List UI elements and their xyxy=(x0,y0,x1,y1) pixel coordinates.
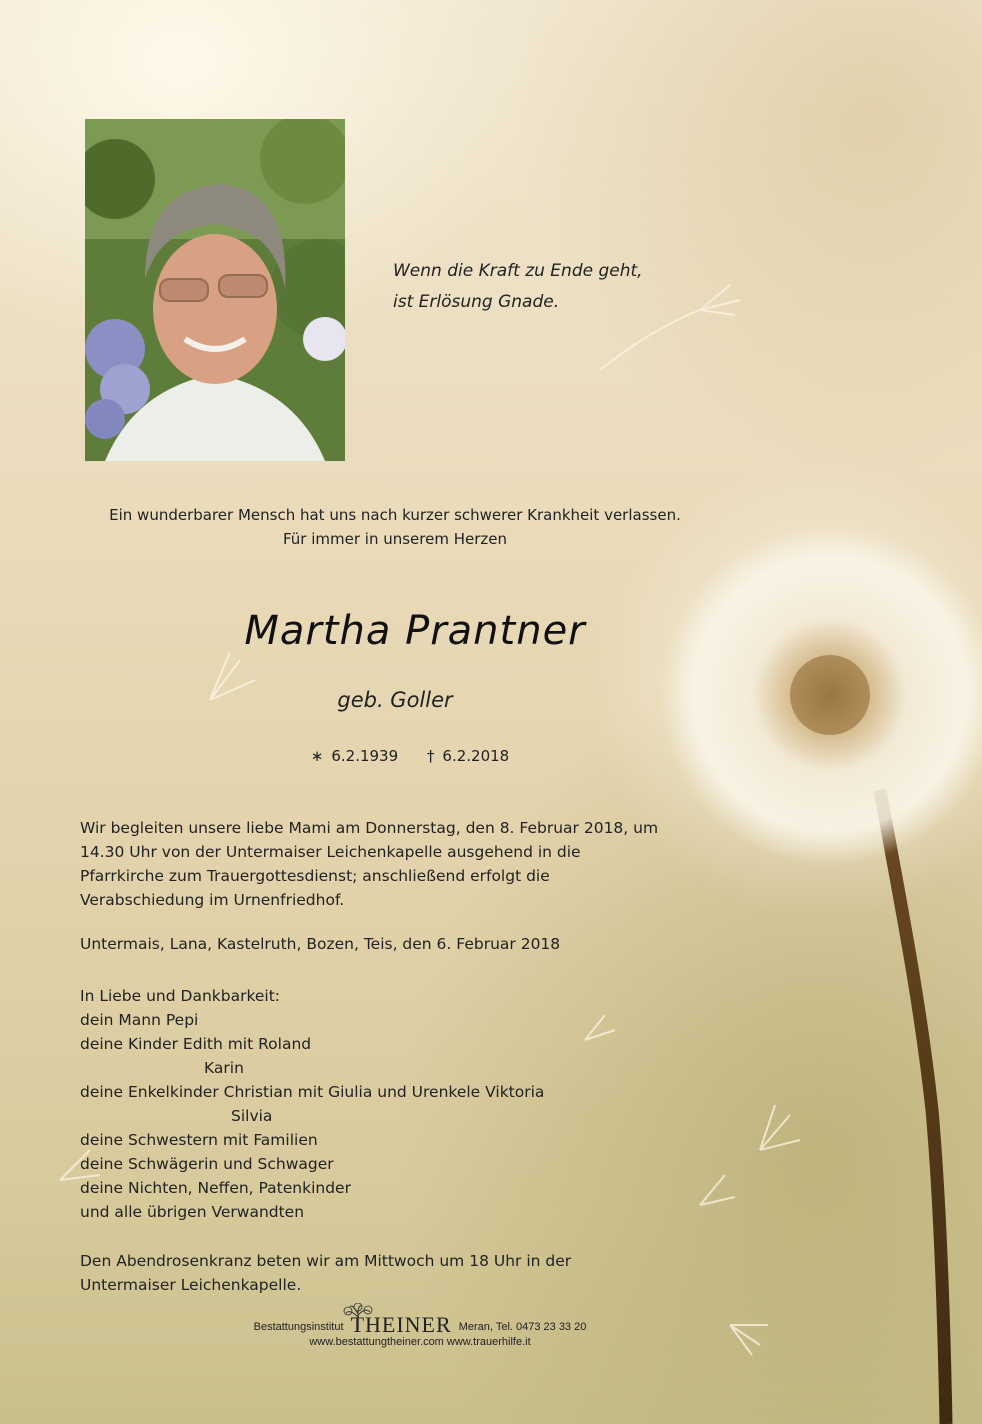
quote-line-1: Wenn die Kraft zu Ende geht, xyxy=(393,261,643,281)
death-date: 6.2.2018 xyxy=(442,747,510,765)
mourner-sisters: deine Schwestern mit Familien xyxy=(80,1131,318,1149)
ceremony-paragraph xyxy=(80,816,740,912)
place-date xyxy=(80,932,740,956)
birth-date: 6.2.1939 xyxy=(331,747,399,765)
mourner-relatives: und alle übrigen Verwandten xyxy=(80,1203,305,1221)
place-date-line: Untermais, Lana, Kastelruth, Bozen, Teis, den 6. Februar 2018 xyxy=(80,935,561,953)
ceremony-line: 14.30 Uhr von der Untermaiser Leichenkapelle ausgehend in die xyxy=(80,843,581,861)
mourners-heading: In Liebe und Dankbarkeit: xyxy=(80,987,281,1005)
mourner-husband: dein Mann Pepi xyxy=(80,1011,199,1029)
deceased-name: Martha Prantner xyxy=(244,608,586,654)
intro-line-1: Ein wunderbarer Mensch hat uns nach kurzer schwerer Krankheit verlassen. xyxy=(109,506,681,524)
rosary-line: Untermaiser Leichenkapelle. xyxy=(80,1276,302,1294)
intro-line-2: Für immer in unserem Herzen xyxy=(282,530,508,548)
ceremony-line: Verabschiedung im Urnenfriedhof. xyxy=(80,891,345,909)
birth-symbol: ∗ xyxy=(310,747,324,765)
intro-text xyxy=(60,503,730,551)
rosary-paragraph xyxy=(80,1249,740,1297)
tree-logo-icon xyxy=(338,1303,378,1329)
mourner-children: deine Kinder Edith mit Roland xyxy=(80,1035,312,1053)
mourner-grandchildren-2: Silvia xyxy=(231,1107,273,1125)
footer-contact: Meran, Tel. 0473 23 33 20 xyxy=(458,1321,587,1333)
mourner-nieces: deine Nichten, Neffen, Patenkinder xyxy=(80,1179,351,1197)
rosary-line: Den Abendrosenkranz beten wir am Mittwoch um 18 Uhr in der xyxy=(80,1252,572,1270)
footer-brand: THEINER xyxy=(350,1312,452,1337)
mourner-children-2: Karin xyxy=(204,1059,244,1077)
quote xyxy=(393,256,753,318)
mourner-grandchildren: deine Enkelkinder Christian mit Giulia und Urenkele Viktoria xyxy=(80,1083,545,1101)
maiden-name: geb. Goller xyxy=(337,688,453,712)
quote-line-2: ist Erlösung Gnade. xyxy=(393,292,560,312)
death-symbol: † xyxy=(426,747,435,765)
footer-websites: www.bestattungtheiner.com www.trauerhilfe.it xyxy=(309,1336,531,1348)
ceremony-line: Pfarrkirche zum Trauergottesdienst; anschließend erfolgt die xyxy=(80,867,550,885)
mourners-list xyxy=(80,984,740,1224)
ceremony-line: Wir begleiten unsere liebe Mami am Donnerstag, den 8. Februar 2018, um xyxy=(80,819,659,837)
portrait-photo xyxy=(85,119,345,461)
life-dates xyxy=(280,747,540,765)
mourner-in-laws: deine Schwägerin und Schwager xyxy=(80,1155,334,1173)
funeral-home-footer xyxy=(160,1310,680,1348)
footer-prefix: Bestattungsinstitut xyxy=(253,1321,344,1333)
